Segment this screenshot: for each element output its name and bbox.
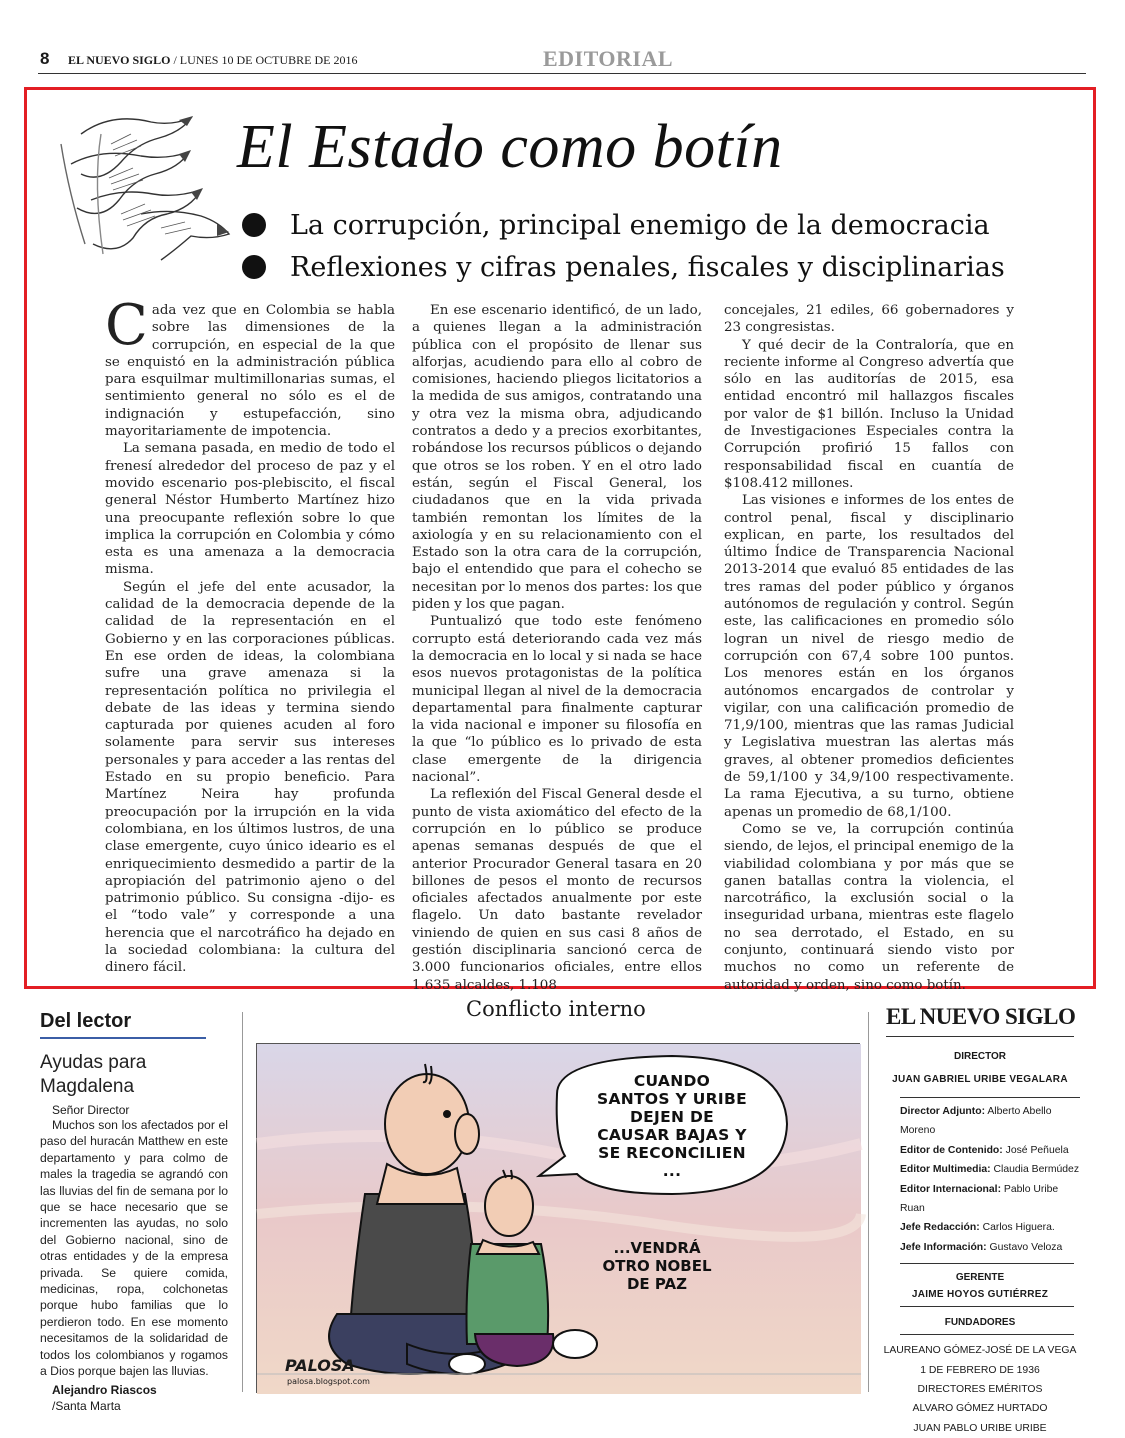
artist-signature: PALOSA <box>285 1356 355 1375</box>
horses-illustration <box>41 104 233 264</box>
subheadline-2 <box>242 246 1005 288</box>
editorial-column-1 <box>105 293 395 977</box>
speech-bubble-1: CUANDO SANTOS Y URIBE DEJEN DE CAUSAR BAJAS Y SE RECONCILIEN ... <box>597 1072 747 1180</box>
fundadores-role: FUNDADORES <box>944 1317 1016 1329</box>
staff-box <box>880 1004 1080 1438</box>
section-label: EDITORIAL <box>543 46 674 71</box>
staff-role: Jefe Redacción: <box>900 1222 980 1234</box>
paragraph: Como se ve, la corrupción continúa siendo, de lejos, el principal enemigo de la viabilidad colombiana y por más que se ganen batallas contra la violencia, el narcotráfico, la exclusión social o la inseguridad urbana, mientras este flagelo no sea derrotado, el Estado, en su conjunto, continuará siendo visto por muchos no como un referente de autoridad y orden, sino como botín. <box>724 821 1014 993</box>
paragraph: concejales, 21 ediles, 66 gobernadores y 23 congresistas. <box>724 303 1014 336</box>
letter-title: Ayudas para Magdalena <box>40 1052 147 1097</box>
bullet-dot-icon <box>242 255 266 279</box>
staff-role: Jefe Información: <box>900 1241 987 1253</box>
staff-role: Editor de Contenido: <box>900 1144 1003 1156</box>
bullet-dot-icon <box>242 213 266 237</box>
paragraph: La reflexión del Fiscal General desde el punto de vista axiomático del efecto de la corrupción en lo público se produce apenas semanas después de que el anterior Procurador General tasara en 20 billones de pesos el monto de recursos oficiales afectados anualmente por este flagelo. Un dato bastante revelador viniendo de quien en sus casi 8 años de gestión disciplinaria sancionó cerca de 3.000 funcionarios oficiales, entre ellos 1.635 alcaldes, 1.108 <box>412 787 702 993</box>
paragraph: Puntualizó que todo este fenómeno corrupto está deteriorando cada vez más la democracia en lo local y si nada se hace esos nuevos protagonistas de la política municipal llegan al nivel de la democracia departamental para finalmente capturar la vida nacional e imponer su filosofía en la que “lo público es lo privado de esta clase emergente de la dirigencia nacional”. <box>412 614 702 786</box>
staff-entry <box>900 1218 1080 1237</box>
emerito-name: JUAN PABLO URIBE URIBE <box>913 1422 1047 1434</box>
gerente-role: GERENTE <box>955 1272 1005 1284</box>
letter-salutation: Señor Director <box>52 1103 130 1117</box>
editorial-cartoon <box>256 1043 860 1393</box>
masthead-name: EL NUEVO SIGLO <box>68 53 171 67</box>
subheadline-text: Reflexiones y cifras penales, fiscales y disciplinarias <box>290 251 1005 283</box>
staff-role: Editor Internacional: <box>900 1183 1002 1195</box>
staff-entry <box>900 1238 1080 1257</box>
staff-name: Gustavo Veloza <box>989 1241 1063 1253</box>
editorial-column-2 <box>412 302 702 994</box>
headline: El Estado como botín <box>237 113 783 181</box>
emerito-name: ALVARO GÓMEZ HURTADO <box>912 1403 1048 1415</box>
speech-bubble-2: ...VENDRÁ OTRO NOBEL DE PAZ <box>602 1239 712 1293</box>
artist-url: palosa.blogspot.com <box>287 1377 370 1386</box>
cartoon-drawing <box>257 1044 861 1394</box>
paragraph: La semana pasada, en medio de todo el frenesí alrededor del proceso de paz y el movido escenario pos-plebiscito, el fiscal general Néstor Humberto Martínez hizo una preocupante reflexión sobre lo que implica la corrupción en Colombia y cómo esta es una amenaza a la democracia misma. <box>105 441 395 578</box>
staff-entry <box>900 1160 1080 1179</box>
column-divider <box>242 1012 243 1392</box>
paragraph: Las visiones e informes de los entes de control penal, fiscal y disciplinario explican, en parte, los resultados del último Índice de Transparencia Nacional 2013-2014 que evaluó 85 entidades de las tres ramas del poder público y órganos autónomos de regulación y control. Según este, las calificaciones en promedio sólo logran un nivel de riesgo medio de corrupción con 67,4 sobre 100 puntos. Los menores están en los órganos autónomos encargados de controlar y vigilar, con una calificación promedio de 71,9/100, mientras que las ramas Judicial y Legislativa muestran las alertas más graves, al obtener promedios deficientes de 59,1/100 y 34,9/100 respectivamente. La rama Ejecutiva, a su turno, obtiene apenas un promedio de 68,1/100. <box>724 493 1014 820</box>
founding-date: 1 DE FEBRERO DE 1936 <box>920 1364 1040 1376</box>
director-role: DIRECTOR <box>953 1051 1007 1062</box>
editorial-box <box>24 87 1096 993</box>
staff-entry <box>900 1102 1080 1141</box>
staff-list <box>900 1097 1080 1257</box>
staff-name: Pablo Uribe Ruan <box>900 1183 1059 1215</box>
letter-body: Muchos son los afectados por el paso del huracán Matthew en este departamento y para colmo de males la tragedia se agrandó con las lluvias del fin de semana por lo que se hace necesario que se incrementen las ayudas, no solo del Gobierno nacional, sino de otras entidades y de la empresa privada. Se quiere comida, medicinas, ropa, colchonetas porque hubo familias que lo perdieron todo. En ese momento necesitamos de la solidaridad de todos los colombianos y rogamos a Dios porque bajen las lluvias. <box>40 1118 228 1379</box>
gerente-name: JAIME HOYOS GUTIÉRREZ <box>911 1289 1049 1301</box>
paragraph: Y qué decir de la Contraloría, que en reciente informe al Congreso advertía que sólo en las auditorías de 2015, esa entidad encontró mil hallazgos fiscales por valor de $1 billón. Incluso la Unidad de Investigaciones Especiales contra la Corrupción profirió 15 fallos con responsabilidad fiscal en cuantía de $108.412 millones. <box>724 337 1014 491</box>
letters-heading: Del lector <box>40 1010 206 1039</box>
column-divider <box>868 1012 869 1392</box>
paragraph: Según el jefe del ente acusador, la calidad de la democracia depende de la calidad de la representación en el Gobierno y en las corporaciones públicas. En ese orden de ideas, la colombiana sufre una grave amenaza si la representación política no privilegia el debate de las ideas y termina siendo capturada por quienes acuden al foro solamente para servir sus intereses personales y para acceder a las rentas del Estado en su propio beneficio. Para Martínez Neira hay profunda preocupación por la irrupción en la vida colombiana, en los últimos lustros, de una clase emergente, cuyo único ideario es el enriquecimiento desmedido a partir de la apropiación del patrimonio ajeno o del patrimonio público. Su consigna -dijo- es el “todo vale” y corresponde a una herencia que el narcotráfico ha dejado en la sociedad colombiana: la cultura del dinero fácil. <box>105 579 395 976</box>
paragraph-text: ada vez que en Colombia se habla sobre las dimensiones de la corrupción, en especial de la que se enquistó en la administración pública para esquilmar multimillonarias sumas, el sentimiento general no sólo es el de indignación y estupefacción, sino mayoritariamente de impotencia. <box>105 303 395 440</box>
emeritos-role: DIRECTORES EMÉRITOS <box>917 1384 1043 1396</box>
divider <box>900 1306 1074 1307</box>
staff-entry <box>900 1180 1080 1219</box>
staff-entry <box>900 1141 1080 1160</box>
drop-cap: C <box>105 293 148 358</box>
staff-role: Editor Multimedia: <box>900 1164 991 1176</box>
fundadores-names: LAUREANO GÓMEZ-JOSÉ DE LA VEGA <box>883 1345 1077 1357</box>
newspaper-logo: EL NUEVO SIGLO <box>886 1004 1074 1037</box>
divider <box>900 1334 1074 1335</box>
issue-date: / LUNES 10 DE OCTUBRE DE 2016 <box>173 53 358 67</box>
letters-section <box>40 1010 228 1414</box>
cartoon-title: Conflicto interno <box>466 997 646 1021</box>
editorial-column-3 <box>724 302 1014 994</box>
subheadline-text: La corrupción, principal enemigo de la democracia <box>290 209 990 241</box>
divider <box>900 1263 1074 1264</box>
paragraph: En ese escenario identificó, de un lado, a quienes llegan a la administración pública con el propósito de llenar sus alforjas, acudiendo para ello al cobro de comisiones, haciendo pliegos licitatorios a la medida de sus amigos, contratando una y otra vez la misma obra, adjudicando contratos a dedo y a precios exorbitantes, robándose los recursos públicos o dejando que otros se los roben. Y en el otro lado están, según el Fiscal General, los ciudadanos que en la vida privada también remontan los límites de la axiología y en su relacionamiento con el Estado son la otra cara de la corrupción, bajo el entendido que para el cohecho se necesitan por lo menos dos partes: los que piden y los que pagan. <box>412 303 702 613</box>
staff-name: Alberto Abello Moreno <box>900 1106 1052 1137</box>
subheadline-1 <box>242 204 1005 246</box>
staff-name: Claudia Bermúdez <box>993 1164 1080 1176</box>
staff-name: Carlos Higuera. <box>982 1222 1055 1234</box>
staff-role: Director Adjunto: <box>900 1106 986 1117</box>
page-header <box>38 44 1086 74</box>
letter-city: /Santa Marta <box>52 1398 121 1413</box>
staff-name: José Peñuela <box>1005 1144 1069 1156</box>
subheadlines <box>242 204 1005 288</box>
director-name: JUAN GABRIEL URIBE VEGALARA <box>892 1074 1068 1085</box>
page-number: 8 <box>40 49 50 68</box>
paragraph <box>105 293 395 440</box>
letter-signature: Alejandro Riascos <box>52 1382 157 1397</box>
masthead-line <box>68 53 357 68</box>
